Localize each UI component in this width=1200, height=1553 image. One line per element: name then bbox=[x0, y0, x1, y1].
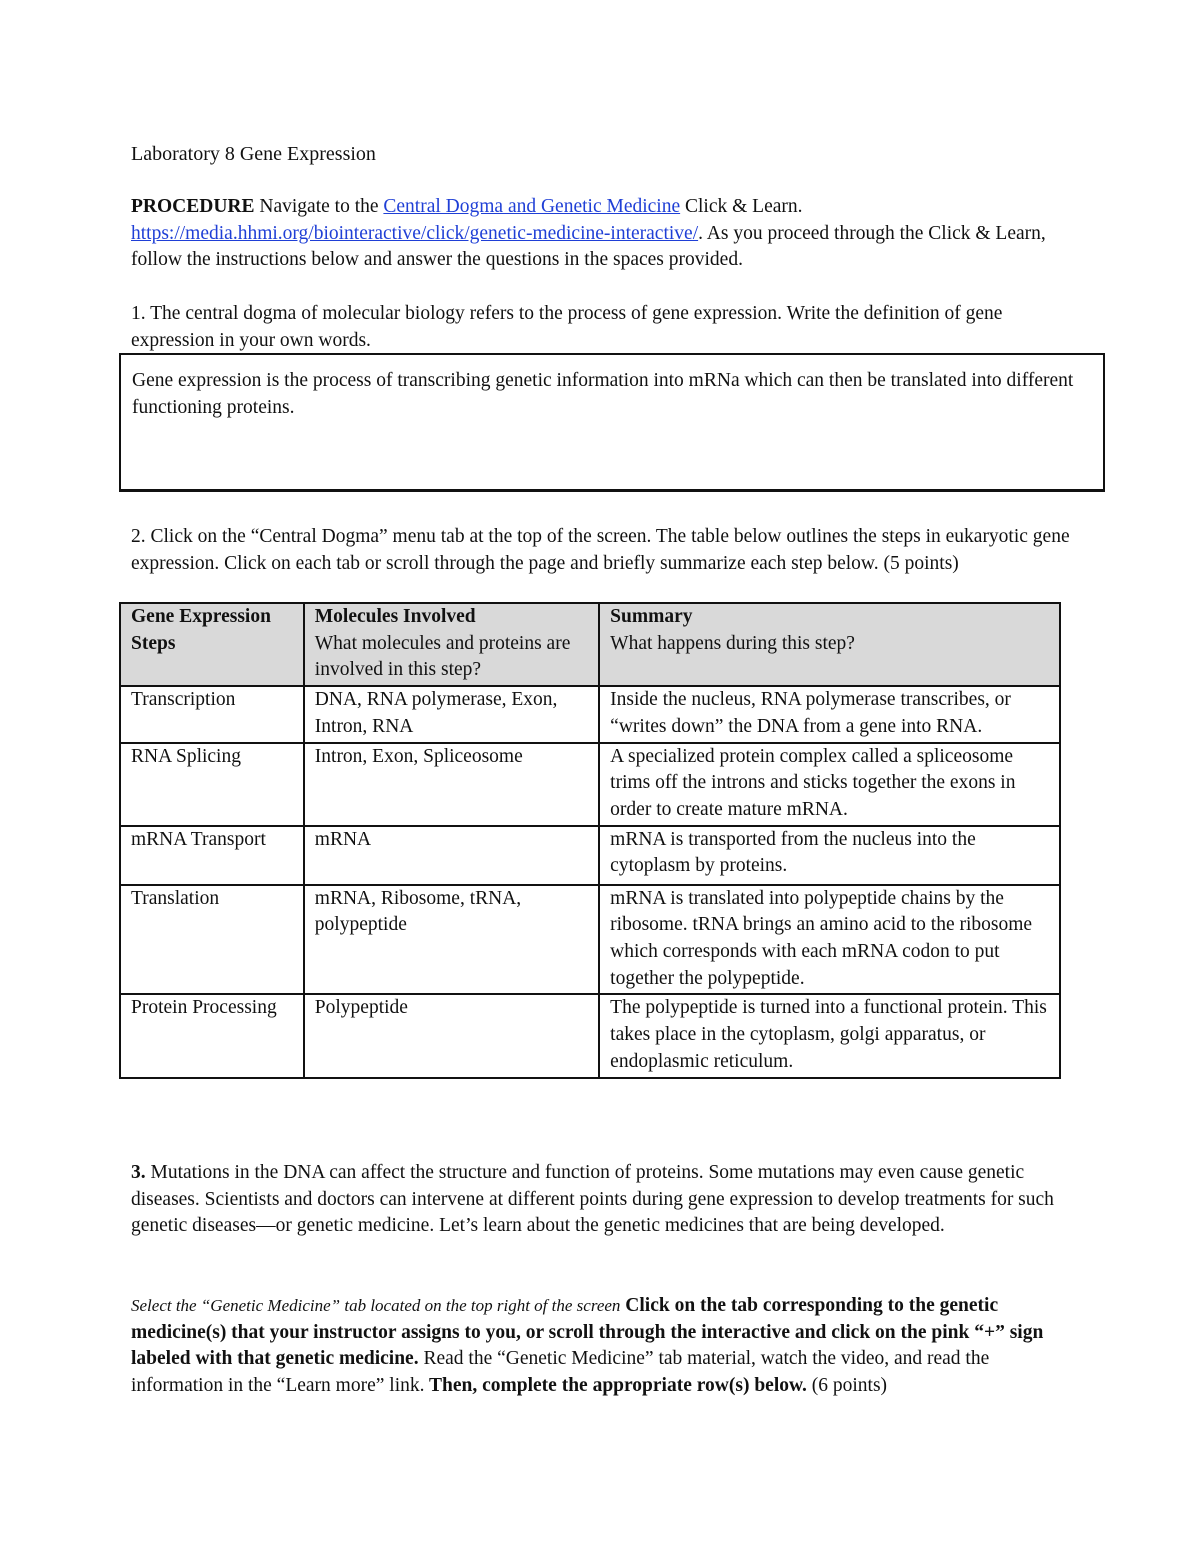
instructions-bold-1: Click on the tab corresponding to the genetic medicine(s) that your instructor assigns to you, or scroll through the interactive and click on the pink “+” sign labeled with that genetic medicine. bbox=[131, 1295, 1044, 1370]
question-3-text bbox=[131, 1160, 1066, 1240]
instructions-normal-1: Read the “Genetic Medicine” tab material, watch the video, and read the information in the “Learn more” link. bbox=[131, 1348, 990, 1397]
instructions-normal-2: (6 points) bbox=[806, 1375, 888, 1397]
cell-step: Protein Processing bbox=[120, 994, 304, 1077]
page-title: Laboratory 8 Gene Expression bbox=[131, 143, 376, 165]
header-molecules bbox=[304, 603, 599, 686]
cell-molecules: Polypeptide bbox=[304, 994, 599, 1077]
question-1-text: 1. The central dogma of molecular biology refers to the process of gene expression. Write the definition of gene expression in your own words. bbox=[131, 303, 1003, 351]
table-row bbox=[120, 686, 1060, 742]
question-2-text: 2. Click on the “Central Dogma” menu tab at the top of the screen. The table below outlines the steps in eukaryotic gene expression. Click on each tab or scroll through the page and briefly summarize each step below. (5 points) bbox=[131, 526, 1070, 574]
cell-step: Transcription bbox=[120, 686, 304, 742]
cell-molecules: DNA, RNA polymerase, Exon, Intron, RNA bbox=[304, 686, 599, 742]
table-row bbox=[120, 994, 1060, 1077]
cell-step: mRNA Transport bbox=[120, 826, 304, 885]
cell-molecules: mRNA, Ribosome, tRNA, polypeptide bbox=[304, 885, 599, 995]
header-molecules-subtitle: What molecules and proteins are involved in this step? bbox=[314, 632, 571, 681]
genetic-medicine-instructions bbox=[131, 1293, 1066, 1400]
question-3-body: Mutations in the DNA can affect the structure and function of proteins. Some mutations may even cause genetic diseases. Scientists and doctors can intervene at different points during gene expression to develop treatments for such genetic diseases—or genetic medicine. Let’s learn about the genetic medicines that are being developed. bbox=[131, 1162, 1054, 1237]
cell-molecules: Intron, Exon, Spliceosome bbox=[304, 743, 599, 826]
url-link[interactable]: https://media.hhmi.org/biointeractive/click/genetic-medicine-interactive/ bbox=[131, 222, 699, 244]
table-header-row bbox=[120, 603, 1060, 686]
instructions-italic: Select the “Genetic Medicine” tab located on the top right of the screen bbox=[131, 1296, 621, 1315]
header-summary bbox=[599, 603, 1060, 686]
procedure-text-3: . As you proceed through the Click & Learn, follow the instructions below and answer the questions in the spaces provided. bbox=[131, 222, 1046, 271]
gene-expression-table bbox=[119, 602, 1061, 1079]
cell-summary: mRNA is transported from the nucleus into the cytoplasm by proteins. bbox=[599, 826, 1060, 885]
click-learn-link[interactable]: Central Dogma and Genetic Medicine bbox=[383, 196, 681, 217]
header-summary-title: Summary bbox=[610, 606, 693, 627]
header-summary-subtitle: What happens during this step? bbox=[610, 632, 855, 654]
answer-1-text: Gene expression is the process of transcribing genetic information into mRNa which can then be translated into different functioning proteins. bbox=[132, 370, 1074, 418]
procedure-paragraph bbox=[131, 194, 1071, 274]
cell-summary: mRNA is translated into polypeptide chains by the ribosome. tRNA brings an amino acid to the ribosome which corresponds with each mRNA codon to put together the polypeptide. bbox=[599, 885, 1060, 995]
table-row bbox=[120, 885, 1060, 995]
cell-step: RNA Splicing bbox=[120, 743, 304, 826]
header-steps bbox=[120, 603, 304, 686]
question-3-number: 3. bbox=[131, 1162, 146, 1183]
table-row bbox=[120, 743, 1060, 826]
procedure-text-1: Navigate to the bbox=[254, 196, 384, 217]
cell-summary: The polypeptide is turned into a functional protein. This takes place in the cytoplasm, golgi apparatus, or endoplasmic reticulum. bbox=[599, 994, 1060, 1077]
procedure-label: PROCEDURE bbox=[131, 196, 255, 217]
answer-box[interactable] bbox=[119, 353, 1105, 492]
table-row bbox=[120, 826, 1060, 885]
cell-molecules: mRNA bbox=[304, 826, 599, 885]
instructions-bold-2: Then, complete the appropriate row(s) below. bbox=[424, 1375, 807, 1397]
cell-step: Translation bbox=[120, 885, 304, 995]
header-steps-title: Gene Expression Steps bbox=[131, 606, 271, 654]
cell-summary: Inside the nucleus, RNA polymerase transcribes, or “writes down” the DNA from a gene into RNA. bbox=[599, 686, 1060, 742]
header-molecules-title: Molecules Involved bbox=[314, 606, 476, 627]
procedure-text-2: Click & Learn. bbox=[680, 196, 803, 217]
cell-summary: A specialized protein complex called a spliceosome trims off the introns and sticks together the exons in order to create mature mRNA. bbox=[599, 743, 1060, 826]
